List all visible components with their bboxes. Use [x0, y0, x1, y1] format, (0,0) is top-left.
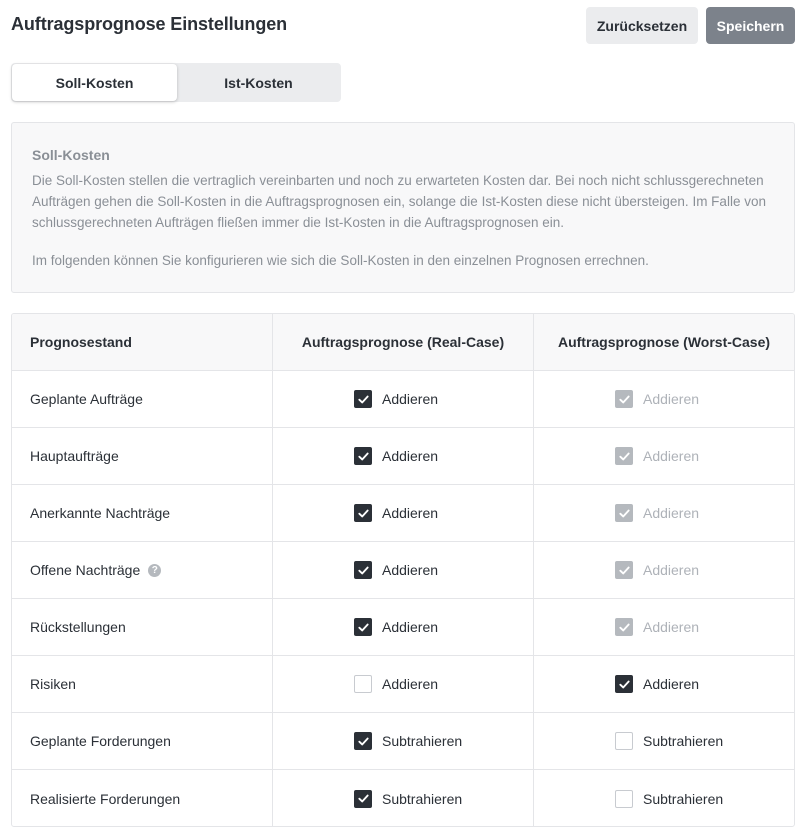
worst-case-checkbox-label: Addieren: [643, 619, 700, 635]
worst-case-checkbox-label: Addieren: [643, 505, 700, 521]
real-case-checkbox-label: Addieren: [382, 676, 439, 692]
row-label: Hauptaufträge: [30, 448, 119, 464]
real-case-checkbox-label: Addieren: [382, 619, 439, 635]
real-case-checkbox[interactable]: [354, 618, 452, 636]
checkbox-checked-icon[interactable]: [354, 790, 372, 808]
real-case-checkbox-label: Addieren: [382, 505, 439, 521]
tab-bar: [11, 63, 341, 102]
row-label-cell: [12, 599, 273, 655]
real-case-cell: [273, 542, 534, 598]
real-case-cell: [273, 485, 534, 541]
checkbox-checked-icon: [615, 390, 633, 408]
row-label-cell: [12, 656, 273, 712]
info-hint: Im folgenden können Sie konfigurieren wie sich die Soll-Kosten in den einzelnen Prognosen errechnen.: [32, 253, 649, 268]
worst-case-cell: [534, 656, 794, 712]
checkbox-empty-icon[interactable]: [615, 732, 633, 750]
worst-case-checkbox[interactable]: [615, 675, 713, 693]
row-label: Geplante Aufträge: [30, 391, 143, 407]
worst-case-checkbox: [615, 561, 713, 579]
table-row: [12, 599, 794, 656]
info-description: Die Soll-Kosten stellen die vertraglich vereinbarten und noch zu erwarteten Kosten dar. Bei noch nicht schlussgerechneten Aufträgen gehen die Soll-Kosten in die Auftragsprognosen ein, solange die Ist-Kosten diese nicht übersteigen. Im Falle von schlussgerechneten Aufträgen fließen immer die Ist-Kosten in die Auftragsprognosen ein.: [32, 173, 766, 230]
table-row: [12, 713, 794, 770]
forecast-table: [11, 313, 795, 827]
table-row: [12, 485, 794, 542]
real-case-cell: [273, 770, 534, 827]
checkbox-checked-icon: [615, 618, 633, 636]
real-case-checkbox[interactable]: [354, 504, 452, 522]
worst-case-checkbox-label: Addieren: [643, 676, 700, 692]
worst-case-checkbox: [615, 447, 713, 465]
row-label: Anerkannte Nachträge: [30, 505, 171, 521]
table-row: [12, 656, 794, 713]
row-label-cell: [12, 371, 273, 427]
checkbox-checked-icon: [615, 504, 633, 522]
help-icon[interactable]: ?: [148, 564, 161, 577]
worst-case-checkbox-label: Subtrahieren: [643, 733, 724, 749]
worst-case-checkbox-label: Addieren: [643, 391, 700, 407]
worst-case-cell: [534, 542, 794, 598]
worst-case-cell: [534, 770, 794, 827]
checkbox-checked-icon[interactable]: [354, 504, 372, 522]
worst-case-cell: [534, 713, 794, 769]
worst-case-cell: [534, 428, 794, 484]
tab-ist-kosten[interactable]: Ist-Kosten: [224, 74, 293, 91]
row-label-cell: [12, 542, 273, 598]
row-label-cell: [12, 770, 273, 827]
worst-case-checkbox[interactable]: [615, 790, 724, 808]
real-case-cell: [273, 428, 534, 484]
real-case-checkbox[interactable]: [354, 561, 452, 579]
row-label: Offene Nachträge: [30, 562, 141, 578]
real-case-checkbox-label: Subtrahieren: [382, 790, 463, 807]
worst-case-checkbox-label: Subtrahieren: [643, 790, 724, 807]
real-case-checkbox[interactable]: [354, 732, 463, 750]
worst-case-cell: [534, 485, 794, 541]
checkbox-checked-icon[interactable]: [354, 618, 372, 636]
real-case-cell: [273, 713, 534, 769]
real-case-checkbox[interactable]: [354, 390, 452, 408]
header-real-case: Auftragsprognose (Real-Case): [273, 314, 534, 370]
real-case-checkbox-label: Addieren: [382, 391, 439, 407]
real-case-checkbox-label: Addieren: [382, 448, 439, 464]
worst-case-checkbox-label: Addieren: [643, 448, 700, 464]
row-label: Realisierte Forderungen: [30, 790, 181, 807]
real-case-checkbox[interactable]: [354, 447, 452, 465]
checkbox-checked-icon[interactable]: [354, 561, 372, 579]
checkbox-checked-icon: [615, 447, 633, 465]
checkbox-empty-icon[interactable]: [354, 675, 372, 693]
worst-case-cell: [534, 599, 794, 655]
page-title: Auftragsprognose Einstellungen: [11, 14, 288, 34]
real-case-cell: [273, 656, 534, 712]
row-label: Rückstellungen: [30, 619, 126, 635]
worst-case-checkbox: [615, 618, 713, 636]
table-row: [12, 770, 794, 827]
tab-soll-kosten[interactable]: Soll-Kosten: [12, 64, 177, 101]
table-row: [12, 428, 794, 485]
save-button[interactable]: Speichern: [706, 7, 795, 44]
worst-case-checkbox-label: Addieren: [643, 562, 700, 578]
row-label: Geplante Forderungen: [30, 733, 171, 749]
table-header: [12, 314, 794, 371]
checkbox-checked-icon[interactable]: [354, 732, 372, 750]
reset-button[interactable]: Zurücksetzen: [586, 7, 698, 44]
info-title: Soll-Kosten: [32, 147, 110, 163]
worst-case-cell: [534, 371, 794, 427]
real-case-checkbox-label: Subtrahieren: [382, 733, 463, 749]
checkbox-checked-icon[interactable]: [354, 447, 372, 465]
table-row: [12, 371, 794, 428]
worst-case-checkbox: [615, 504, 713, 522]
table-row: [12, 542, 794, 599]
real-case-checkbox[interactable]: [354, 790, 463, 808]
checkbox-empty-icon[interactable]: [615, 790, 633, 808]
real-case-checkbox[interactable]: [354, 675, 452, 693]
info-box: [11, 122, 795, 293]
real-case-cell: [273, 371, 534, 427]
real-case-cell: [273, 599, 534, 655]
worst-case-checkbox: [615, 390, 713, 408]
checkbox-checked-icon[interactable]: [354, 390, 372, 408]
real-case-checkbox-label: Addieren: [382, 562, 439, 578]
worst-case-checkbox[interactable]: [615, 732, 724, 750]
header-prognosestand: Prognosestand: [12, 314, 273, 370]
checkbox-checked-icon: [615, 561, 633, 579]
header-worst-case: Auftragsprognose (Worst-Case): [557, 334, 771, 350]
row-label-cell: [12, 485, 273, 541]
row-label: Risiken: [30, 676, 76, 692]
row-label-cell: [12, 428, 273, 484]
checkbox-checked-icon[interactable]: [615, 675, 633, 693]
row-label-cell: [12, 713, 273, 769]
